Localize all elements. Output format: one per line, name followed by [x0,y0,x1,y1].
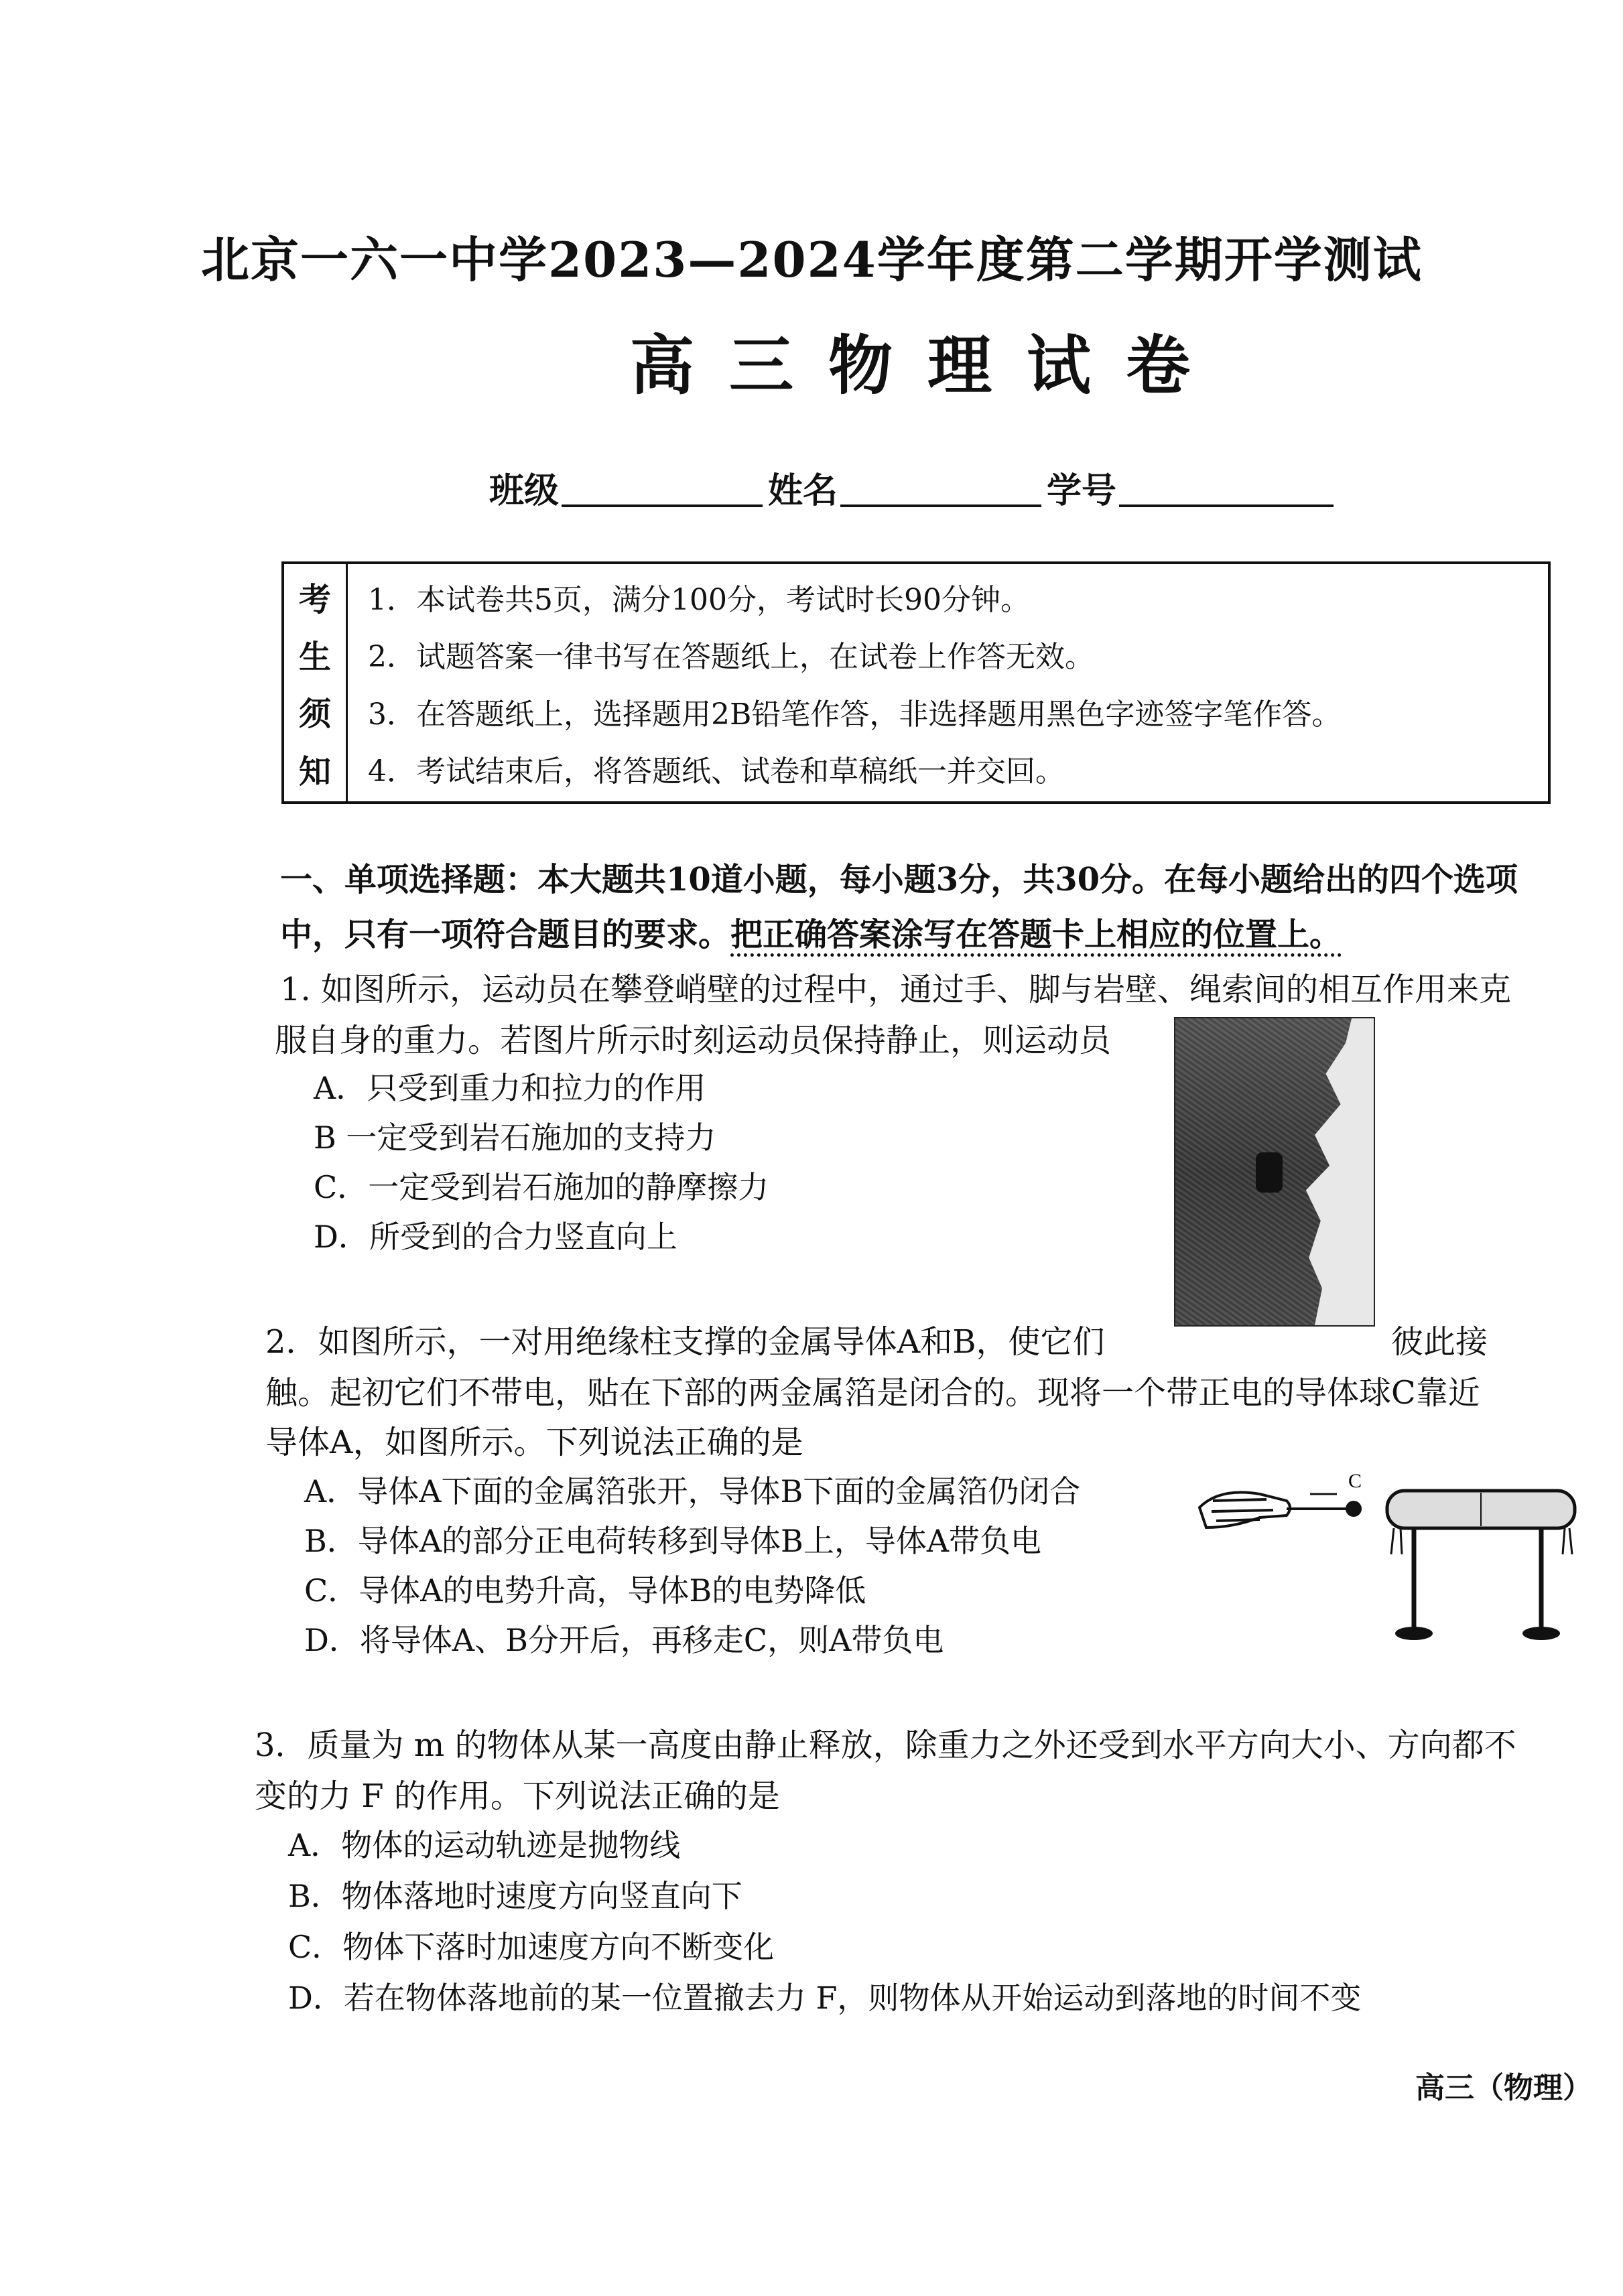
conductor-figure [1193,1454,1581,1648]
question-1-stem-line: 1. 如图所示，运动员在攀登峭壁的过程中，通过手、脚与岩壁、绳索间的相互作用来克 [280,971,1512,1008]
charged-ball-c [1346,1501,1362,1517]
student-id-label: 学号 [1047,470,1117,511]
question-2-option-a: A．导体A下面的金属箔张开，导体B下面的金属箔仍闭合 [304,1473,1081,1509]
notice-item: 4．考试结束后，将答题纸、试卷和草稿纸一并交回。 [368,754,1065,789]
question-3-option-a: A．物体的运动轨迹是抛物线 [288,1827,681,1863]
question-2-stem-line: 导体A，如图所示。下列说法正确的是 [265,1424,803,1461]
question-2-option-d: D．将导体A、B分开后，再移走C，则A带负电 [304,1622,944,1658]
notice-item: 1．本试卷共5页，满分100分，考试时长90分钟。 [368,582,1030,617]
question-1-option-d: D．所受到的合力竖直向上 [314,1219,677,1255]
notice-item: 2．试题答案一律书写在答题纸上，在试卷上作答无效。 [368,640,1094,675]
section-heading-emphasis: 把正确答案涂写在答题卡上相应的位置上。 [730,916,1342,957]
foil-b [1563,1528,1572,1554]
notice-item: 3．在答题纸上，选择题用2B铅笔作答，非选择题用黑色字迹签字笔作答。 [368,697,1342,732]
base-a [1395,1627,1433,1640]
section-heading-text: 一、单项选择题：本大题共10道小题，每小题3分，共30分。在每小题给出的四个选项中，只有一项符合题目的要求。 [280,861,1518,953]
question-2-stem-line: 2．如图所示，一对用绝缘柱支撑的金属导体A和B，使它们 [265,1323,1105,1361]
notice-label-char: 生 [298,638,331,676]
foil-a [1391,1528,1402,1554]
name-field[interactable] [840,504,1041,507]
student-info-row [489,462,1339,513]
notice-items [348,564,1548,801]
notice-label-char: 须 [298,695,331,734]
question-3-stem-line: 变的力 F 的作用。下列说法正确的是 [255,1777,780,1815]
notice-label-char: 知 [298,752,331,791]
exam-title: 北京一六一中学2023—2024学年度第二学期开学测试 [201,231,1423,288]
question-1-option-b: B 一定受到岩石施加的支持力 [314,1120,716,1156]
notice-label-char: 考 [298,581,331,619]
class-field[interactable] [562,504,763,507]
section-heading [280,852,1553,962]
question-2-stem-line: 彼此接 [1391,1323,1488,1361]
hand-icon [1199,1493,1347,1528]
base-b [1522,1627,1560,1640]
question-1-option-a: A．只受到重力和拉力的作用 [314,1070,706,1106]
question-3-option-c: C．物体下落时加速度方向不断变化 [288,1929,775,1965]
exam-notice-box [281,561,1551,804]
question-2-option-b: B．导体A的部分正电荷转移到导体B上，导体A带负电 [304,1523,1042,1559]
question-3-option-b: B．物体落地时速度方向竖直向下 [288,1878,742,1914]
question-3-stem-line: 3．质量为 m 的物体从某一高度由静止释放，除重力之外还受到水平方向大小、方向都不 [255,1727,1516,1764]
cliff-edge [1300,1018,1374,1325]
question-3-option-d: D．若在物体落地前的某一位置撤去力 F，则物体从开始运动到落地的时间不变 [288,1980,1362,2016]
class-label: 班级 [489,470,560,511]
name-label: 姓名 [768,470,838,511]
question-1-stem-line: 服自身的重力。若图片所示时刻运动员保持静止，则运动员 [275,1022,1112,1059]
notice-label [284,564,348,801]
page-footer: 高三（物理） [1415,2071,1592,2105]
exam-subtitle: 高三物理试卷 [630,328,1225,403]
climber-photo [1174,1017,1375,1327]
ball-c-label: C [1348,1470,1362,1492]
question-2-option-c: C．导体A的电势升高，导体B的电势降低 [304,1572,866,1609]
question-1-option-c: C．一定受到岩石施加的静摩擦力 [314,1169,769,1205]
question-2-stem-line: 触。起初它们不带电，贴在下部的两金属箔是闭合的。现将一个带正电的导体球C靠近 [265,1374,1480,1412]
student-id-field[interactable] [1119,504,1334,507]
climber-figure [1256,1152,1283,1193]
